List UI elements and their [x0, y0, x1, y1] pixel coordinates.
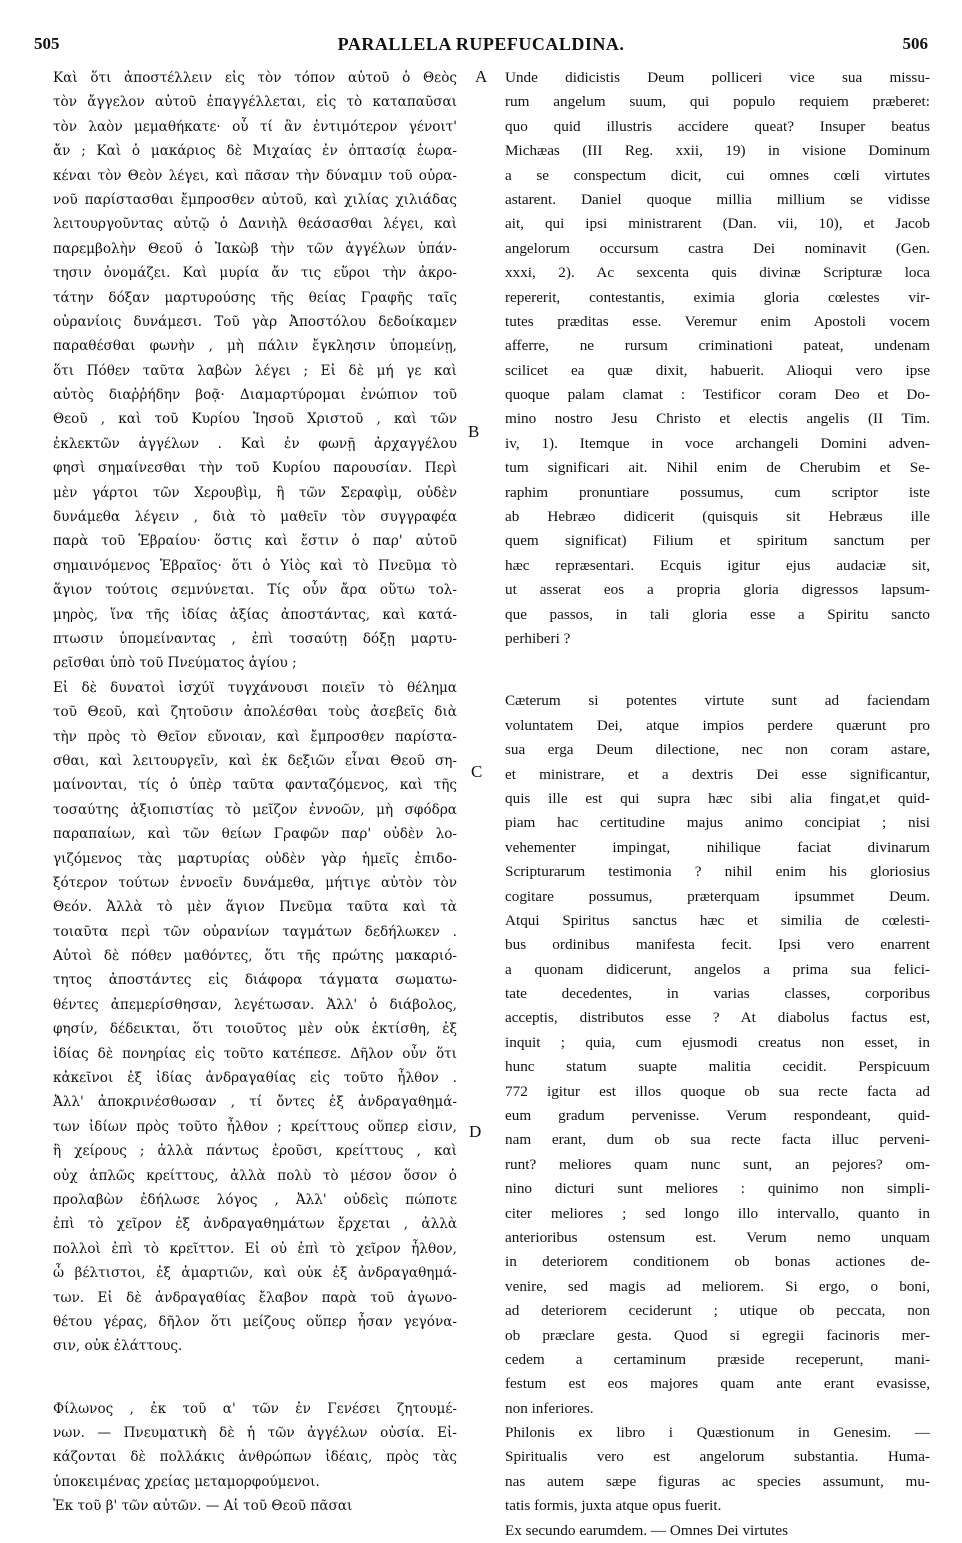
text-line: eum gradum pervenisse. Verum respondeant, quid- — [505, 1107, 930, 1125]
text-line: nino dicturi sunt meliores : quinimo non simpli- — [505, 1180, 930, 1198]
text-line: festum est eos majores quam ante erant evasisse, — [505, 1375, 930, 1393]
text-line: λειτουργοῦντας αὐτῷ ὁ Δανιὴλ θεάσασθαι λέγει, καὶ — [53, 216, 457, 233]
text-line: οὐχ ἁπλῶς κρείττους, ἀλλὰ πολὺ τὸ μέσον ὅσον ὁ — [53, 1167, 457, 1184]
text-line: Φίλωνος , ἐκ τοῦ α' τῶν ἐν Γενέσει ζητουμέ- — [53, 1400, 457, 1417]
text-line: παραθέσθαι φωνὴν , μὴ πάλιν ἔγκλησιν ὑπομείνῃ, — [53, 338, 457, 355]
text-line: Ex secundo earumdem. — Omnes Dei virtutes — [505, 1521, 789, 1539]
text-line: Atqui Spiritus sanctus hæc et similia de cœlesti- — [505, 911, 930, 929]
latin-paragraph-1 — [505, 66, 930, 651]
text-line: σημαινόμενος Ἑβραῖος· ὅτι ὁ Υἱὸς καὶ τὸ Πνεῦμα τὸ — [53, 557, 457, 574]
text-line: παραπαίων, καὶ τῶν θείων Γραφῶν παρ' οὐδὲν λο- — [53, 826, 457, 843]
text-line: Cæterum si potentes virtute sunt ad faciendam — [505, 692, 930, 710]
text-line: angelorum occursum castra Dei nominavit (Gen. — [505, 239, 930, 257]
text-line: ὦ βέλτιστοι, ἐξ ἁμαρτιῶν, καὶ οὐκ ἐξ ἀνδραγαθημά- — [53, 1265, 457, 1282]
text-line: piam hac certitudine majus animo concipiat ; nisi — [505, 814, 930, 832]
text-line: quis ille est qui supra hæc sibi alia fingat,et quid- — [505, 789, 930, 807]
text-line: scilicet ea quæ dixit, habuerit. Alioqui vero ipse — [505, 361, 930, 379]
text-line: cogitare possumus, præterquam ipsummet Deum. — [505, 887, 930, 905]
running-title: PARALLELA RUPEFUCALDINA. — [337, 34, 625, 54]
text-line: μαίνονται, τίς ὁ ὑπὲρ ταῦτα φανταζόμενος, καὶ τῆς — [53, 777, 457, 794]
text-line: raphim pronuntiare possumus, cum scriptor iste — [505, 483, 930, 501]
text-line: σθαι, καὶ λειτουργεῖν, καὶ ἐκ δεξιῶν εἶναι Θεοῦ ση- — [53, 752, 457, 769]
text-line: a quonam didicerunt, angelos a prima sua felici- — [505, 960, 930, 978]
greek-paragraph-3 — [53, 1397, 457, 1495]
text-line: τητος ἀποστάντες εἰς διάφορα τάγματα σωματω- — [53, 972, 457, 989]
text-line: Philonis ex libro i Quæstionum in Genesim. — — [505, 1424, 930, 1442]
latin-paragraph-2 — [505, 689, 930, 1421]
greek-column — [53, 66, 457, 1519]
text-line: hunc statum suapte malitia cecidit. Perspicuum — [505, 1058, 930, 1076]
text-line: quem significat) Filium et spiritum sanctum per — [505, 532, 930, 550]
page-number-right: 506 — [902, 34, 928, 53]
text-line: θέτου γέρας, δῆλον ὅτι μείζους οὕπερ ἦσαν γεγόνα- — [53, 1313, 457, 1330]
text-line: non inferiores. — [505, 1399, 594, 1417]
text-line: γιζόμενος τὰς μαρτυρίας οὐδὲν γὰρ ἡμεῖς ἐπιδο- — [53, 850, 457, 867]
text-line: ἅγιον τούτοις σεμνύνεται. Τίς οὖν ἄρα οὕτω τολ- — [53, 582, 457, 599]
text-line: quoque palam clamat : Testificor coram Deo et Do- — [505, 386, 930, 404]
text-line: iv, 1). Itemque in voce archangeli Domini adven- — [505, 434, 930, 452]
text-line: ὑποκειμένας χρείας μεταμορφούμενοι. — [53, 1473, 320, 1490]
text-line: Michæas (III Reg. xxii, 19) in visione Dominum — [505, 142, 930, 160]
text-line: ab Hebræo didicerit (quisquis sit Hebræus ille — [505, 508, 930, 526]
text-line: Ἐκ τοῦ β' τῶν αὐτῶν. — Αἱ τοῦ Θεοῦ πᾶσαι — [53, 1498, 353, 1515]
text-line: anterioribus ostensum est. Verum nemo unquam — [505, 1228, 930, 1246]
text-line: ἰδίας δὲ πονηρίας εἰς τοῦτο κατέπεσε. Δῆλον οὖν ὅτι — [53, 1045, 457, 1062]
text-line: ἄν ; Καὶ ὁ μακάριος δὲ Μιχαίας ἐν ὀπτασίᾳ ἑωρα- — [53, 143, 457, 160]
text-line: προλαβὼν ἐδήλωσε λόγος , Ἀλλ' οὐδεὶς πώποτε — [53, 1191, 457, 1208]
text-line: astarent. Daniel quoque millia millium se vidisse — [505, 190, 930, 208]
text-line: Εἰ δὲ δυνατοὶ ἰσχύϊ τυγχάνουσι ποιεῖν τὸ θέλημα — [53, 679, 457, 696]
text-line: in deteriorem conditionem ob bonas actiones de- — [505, 1253, 930, 1271]
text-line: φησίν, δέδεικται, ὅτι τοιοῦτος μὲν οὐκ ἐκτίσθη, ἐξ — [53, 1021, 457, 1038]
text-line: bus ordinibus manifesta fecit. Ipsi vero enarrent — [505, 936, 930, 954]
text-line: σιν, οὐκ ἐλάττους. — [53, 1338, 183, 1355]
text-line: κέναι τὸν Θεὸν λέγει, καὶ πᾶσαν τὴν δύναμιν τοῦ οὐρα- — [53, 167, 457, 184]
text-line: ait, qui ipsi ministrarent (Dan. vii, 10), et Jacob — [505, 215, 930, 233]
latin-column — [505, 66, 930, 1543]
greek-paragraph-1 — [53, 66, 457, 676]
text-line: et ministrare, et a dextris Dei esse significantur, — [505, 765, 930, 783]
text-line: τησιν ὀνομάζει. Καὶ μυρία ἄν τις εὕροι τὴν ἀκρο- — [53, 265, 457, 282]
greek-paragraph-2 — [53, 676, 457, 1359]
text-line: τοιαῦτα περὶ τῶν οὐρανίων ταγμάτων δεδήλωκεν . — [53, 923, 457, 940]
text-line: Θεοῦ , καὶ τοῦ Κυρίου Ἰησοῦ Χριστοῦ , καὶ τῶν — [53, 411, 457, 428]
text-line: ξότερον τούτων ἐννοεῖν δυνάμεθα, μήτιγε αὐτὸν τὸν — [53, 874, 457, 891]
text-line: πολλοὶ ἐπὶ τὸ κρεῖττον. Εἰ οὐ ἐπὶ τὸ χεῖρον ἦλθον, — [53, 1240, 457, 1257]
text-line: perhiberi ? — [505, 629, 571, 647]
text-line: Θεόν. Ἀλλὰ τὸ μὲν ἅγιον Πνεῦμα ταῦτα καὶ τὰ — [53, 899, 457, 916]
text-line: hæc repræsentari. Ecquis igitur ejus audaciæ sit, — [505, 556, 930, 574]
text-line: κἀκεῖνοι ἐξ ἰδίας ἀνδραγαθίας εἰς τοῦτο ἦλθον . — [53, 1070, 457, 1087]
text-line: xxxi, 2). Ac sexcenta quis divinæ Scripturæ loca — [505, 264, 930, 282]
latin-section-gap — [505, 651, 930, 689]
latin-paragraph-3 — [505, 1421, 930, 1519]
text-line: venire, sed magis ad meliorem. Si ergo, o boni, — [505, 1277, 930, 1295]
text-line: τὴν πρὸς τὸ Θεῖον εὔνοιαν, καὶ ἔμπροσθεν παρίστα- — [53, 728, 457, 745]
text-line: τάτην δόξαν μαρτυρούσης τῆς θείας Γραφῆς ταῖς — [53, 289, 457, 306]
text-line: citer meliores ; sed longo illo intervallo, quanto in — [505, 1204, 930, 1222]
text-line: νων. — Πνευματικὴ δὲ ἡ τῶν ἀγγέλων οὐσία. Εἰ- — [53, 1425, 457, 1442]
margin-marker-c: C — [471, 762, 483, 781]
text-line: inquit ; quia, cum ejusmodi creatus non esset, in — [505, 1033, 930, 1051]
text-line: τὸν ἄγγελον αὐτοῦ ἐπαγγέλλεται, εἰς τὸ καταπαῦσαι — [53, 94, 457, 111]
greek-paragraph-4 — [53, 1494, 457, 1518]
text-line: tatis formis, juxta atque opus fuerit. — [505, 1497, 722, 1515]
text-line: Unde didicistis Deum polliceri vice sua missu- — [505, 69, 930, 86]
text-line: αὐτὸς διαῤῥήδην βοᾷ· Διαμαρτύρομαι ἐνώπιον τοῦ — [53, 387, 457, 404]
latin-paragraph-4 — [505, 1519, 930, 1543]
text-line: afferre, ne rursum criminationi pateat, undenam — [505, 337, 930, 355]
text-line: των. Εἰ δὲ ἀνδραγαθίας ἔλαβον παρὰ τοῦ ἀγωνο- — [53, 1289, 457, 1306]
text-line: πτωσιν ὑπομείναντας , ἐπὶ τοσαύτῃ δόξῃ μαρτυ- — [53, 630, 457, 647]
text-line: rum angelum suum, qui populo requiem præberet: — [505, 93, 930, 111]
text-line: παρεμβολὴν Θεοῦ ὁ Ἰακὼβ τὴν τῶν ἀγγέλων ὑπάν- — [53, 240, 457, 257]
text-line: runt? meliores quam nunc sunt, an pejores? om- — [505, 1155, 930, 1173]
text-line: των ἰδίων πρὸς τοῦτο ἦλθον ; κρείττους οὕπερ εἰσιν, — [53, 1118, 457, 1135]
text-line: 772 igitur est illos quoque ob sua recte facta ad — [505, 1082, 930, 1100]
text-line: Αὐτοὶ δὲ πόθεν μαθόντες, ὅτι τῆς πρώτης μακαριό- — [53, 948, 457, 965]
text-line: τοσαύτης ἀξιοπιστίας τὸ μεῖζον ἐννοῶν, μὴ σφόδρα — [53, 801, 457, 818]
text-line: tum significari ait. Nihil enim de Cherubim et Se- — [505, 459, 930, 477]
text-line: repererit, contestantis, eximia gloria cœlestes vir- — [505, 288, 930, 306]
margin-marker-a: A — [475, 67, 488, 86]
greek-section-gap — [53, 1359, 457, 1397]
text-line: ut asserat eos a propria gloria digressos lapsum- — [505, 581, 930, 599]
text-line: νοῦ παρίστασθαι ἔμπροσθεν αὐτοῦ, καὶ χιλίας χιλιάδας — [53, 191, 457, 208]
text-line: θέντες ἀπεμερίσθησαν, λεγέτωσαν. Ἀλλ' ὁ διάβολος, — [53, 996, 457, 1013]
page-header — [34, 34, 928, 60]
text-line: Scripturarum testimonia ? nihil enim his gloriosius — [505, 863, 930, 881]
text-line: μηρὸς, ἵνα τῆς ἰδίας ἀξίας ἀποστάντας, καὶ κατά- — [53, 606, 457, 623]
text-line: que passos, in tali gloria esse a Spiritu sancto — [505, 605, 930, 623]
text-line: cedem a certaminum præside receperunt, mani- — [505, 1350, 930, 1368]
text-line: sua erga Deum dilectione, nec non coram astare, — [505, 741, 930, 759]
text-line: ἐκλεκτῶν ἀγγέλων . Καὶ ἐν φωνῇ ἀρχαγγέλου — [53, 435, 457, 452]
text-line: Spiritualis vero est angelorum substantia. Huma- — [505, 1448, 930, 1466]
text-line: voluntatem Dei, atque impios perdere quærunt pro — [505, 716, 930, 734]
text-line: ἐπὶ τὸ χεῖρον ἐξ ἀνδραγαθημάτων ἔρχεται , ἀλλὰ — [53, 1216, 457, 1233]
text-line: tutes præditas esse. Veremur enim Apostoli vocem — [505, 312, 930, 330]
text-line: οὐρανίοις δυνάμεσι. Τοῦ γὰρ Ἀποστόλου δεδοίκαμεν — [53, 313, 457, 330]
text-line: vehementer impingat, nihilique faciat divinarum — [505, 838, 930, 856]
margin-marker-b: B — [468, 422, 480, 441]
text-line: mino nostro Jesu Christo et electis angelis (II Tim. — [505, 410, 930, 428]
text-line: ob præclare gesta. Quod si egregii facinoris mer- — [505, 1326, 930, 1344]
text-line: nam erant, dum ob sua recte facta illuc perveni- — [505, 1131, 930, 1149]
text-line: ρεῖσθαι ὑπὸ τοῦ Πνεύματος ἁγίου ; — [53, 655, 297, 672]
page-number-left: 505 — [34, 34, 60, 53]
text-line: τοῦ Θεοῦ, καὶ ζητοῦσιν ἀπολέσθαι τοὺς ἀσεβεῖς διὰ — [53, 704, 457, 721]
text-line: nas autem sæpe figuras ac species assumunt, mu- — [505, 1472, 930, 1490]
text-line: μὲν γάρτοι τῶν Χερουβὶμ, ἢ τῶν Σεραφὶμ, οὐδὲν — [53, 484, 457, 501]
text-line: παρὰ τοῦ Ἑβραίου· ὅστις καὶ ἔστιν ὁ παρ' αὐτοῦ — [53, 533, 457, 550]
text-line: δυνάμεθα λέγειν , διὰ τὸ μαθεῖν τὸν συγγραφέα — [53, 509, 457, 526]
text-line: acceptis, distributos esse ? At diabolus factus est, — [505, 1009, 930, 1027]
text-line: ὅτι Πόθεν ταῦτα λαβὼν λέγει ; Εἰ δὲ μή γε καὶ — [53, 362, 457, 379]
text-line: φησὶ σημαίνεσθαι τὴν τοῦ Κυρίου παρουσίαν. Περὶ — [53, 460, 457, 477]
text-line: quo quid illustris accidere queat? Insuper beatus — [505, 117, 930, 135]
text-line: κάζονται δὲ πολλάκις ἀνθρώπων ἰδέαις, πρὸς τὰς — [53, 1449, 457, 1466]
margin-marker-d: D — [469, 1122, 482, 1141]
text-line: Ἀλλ' ἀποκρινέσθωσαν , τί ὄντες ἐξ ἀνδραγαθημά- — [53, 1094, 457, 1111]
text-line: Καὶ ὅτι ἀποστέλλειν εἰς τὸν τόπον αὐτοῦ ὁ Θεὸς — [53, 70, 457, 86]
text-line: tate decedentes, in varias classes, corporibus — [505, 985, 930, 1003]
text-line: ἢ χείρους ; ἀλλὰ πάντως ἐροῦσι, κρείττους , καὶ — [53, 1143, 457, 1160]
text-line: a se conspectum dicit, cui omnes cœli virtutes — [505, 166, 930, 184]
text-line: τὸν λαὸν μεμαθήκατε· οὗ τί ἂν ἐντιμότερον γένοιτ' — [53, 118, 457, 135]
text-line: ad deteriorem ceciderunt ; utique ob peccata, non — [505, 1302, 930, 1320]
